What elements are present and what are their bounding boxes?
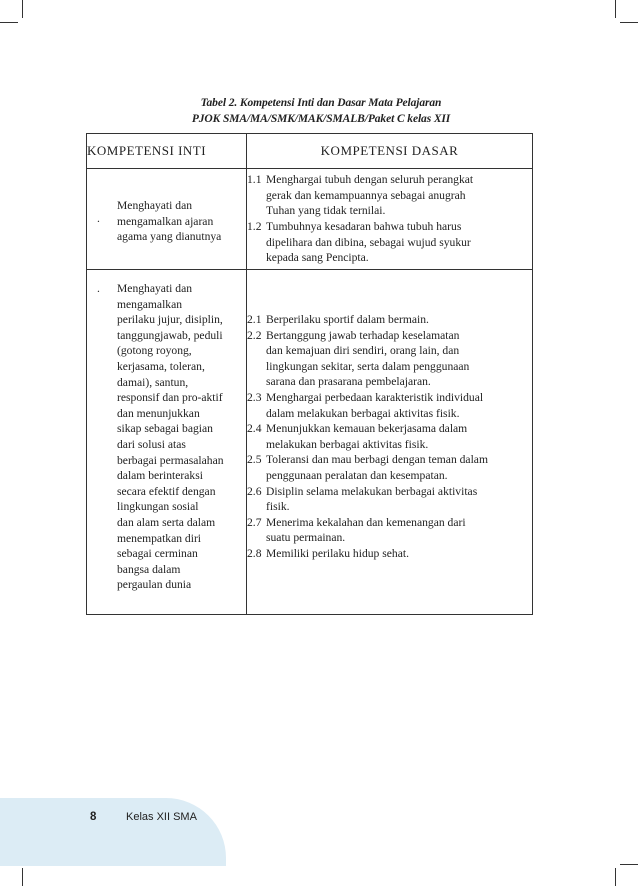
ki-line: sebagai cerminan [117,547,198,561]
kd-line: Berperilaku sportif dalam bermain. [266,313,429,326]
kd-item [247,390,532,421]
ki-line: Menghayati dan [117,199,193,213]
ki-cell [87,270,247,615]
crop-mark-top-left-v [22,0,23,18]
kd-cell [247,169,533,270]
kd-number: 2.6 [247,484,262,498]
ki-line: dan alam serta dalam [117,515,216,529]
kd-number: 1.1 [247,173,262,187]
crop-mark-top-right-h [620,22,638,23]
kd-number: 2.3 [247,390,262,404]
kd-item [247,421,532,452]
kd-number: 2.4 [247,422,262,436]
kd-line: Tuhan yang tidak ternilai. [266,204,386,218]
ki-line: bangsa dalam [117,562,181,576]
header-kompetensi-dasar: KOMPETENSI DASAR [247,134,533,169]
kd-line: melakukan berbagai aktivitas fisik. [266,437,429,451]
ki-line: agama yang dianutnya [117,230,222,244]
kd-item [247,484,532,515]
ki-line: tanggungjawab, peduli [117,328,223,342]
ki-number: . [97,212,100,225]
ki-line: responsif dan pro-aktif [117,391,223,405]
ki-line: dalam berinteraksi [117,469,203,483]
kd-line: kepada sang Pencipta. [266,251,369,265]
footer-tab-background [0,798,226,866]
ki-line: dan menunjukkan [117,406,200,420]
kd-item [247,328,532,390]
ki-line: berbagai permasalahan [117,453,224,467]
kd-line: dalam melakukan berbagai aktivitas fisik. [266,406,460,420]
page-number: 8 [90,811,97,823]
ki-line: perilaku jujur, disiplin, [117,313,223,327]
kd-line: Memiliki perilaku hidup sehat. [266,546,409,560]
kd-line: Bertanggung jawab terhadap keselamatan [266,328,460,342]
ki-number: . [97,282,100,295]
kd-item [247,546,532,562]
kd-line: Tumbuhnya kesadaran bahwa tubuh harus [266,220,462,233]
ki-text [87,270,246,593]
crop-mark-bottom-left-v [22,868,23,886]
ki-line: kerjasama, toleran, [117,359,205,373]
ki-line: sikap sebagai bagian [117,422,213,436]
kd-line: fisik. [266,500,290,514]
kd-item [247,172,532,219]
ki-line: dari solusi atas [117,437,186,451]
crop-mark-top-left-h [0,22,18,23]
table-row [87,169,533,270]
kd-line: penggunaan peralatan dan kesempatan. [266,468,448,482]
table-header-row [87,134,533,169]
table-caption-line-2: PJOK SMA/MA/SMK/MAK/SMALB/Paket C kelas XII [191,113,451,125]
header-kompetensi-inti: KOMPETENSI INTI [87,134,247,169]
table-caption-line-1: Tabel 2. Kompetensi Inti dan Dasar Mata Pelajaran [200,97,442,109]
kd-line: dipelihara dan dibina, sebagai wujud syukur [266,235,471,249]
ki-line: (gotong royong, [117,344,192,358]
kd-line: Disiplin selama melakukan berbagai aktivitas [266,484,478,498]
kd-cell [247,270,533,615]
kd-item [247,312,532,328]
kd-item [247,219,532,266]
crop-mark-top-right-v [615,0,616,18]
kd-line: Menghargai perbedaan karakteristik individual [266,390,484,404]
kd-number: 1.2 [247,220,262,233]
kd-number: 2.5 [247,453,262,467]
kd-line: dan kemajuan diri sendiri, orang lain, dan [266,344,460,358]
kd-line: suatu permainan. [266,531,346,545]
kd-number: 2.8 [247,546,262,560]
kd-line: gerak dan kemampuannya sebagai anugrah [266,188,466,202]
crop-mark-bottom-right-h [620,864,638,865]
crop-mark-bottom-right-v [615,868,616,886]
ki-line: mengamalkan [117,297,183,311]
kd-item [247,515,532,546]
kd-line: Menunjukkan kemauan bekerjasama dalam [266,422,468,436]
competency-table [86,133,533,615]
footer-book-label: Kelas XII SMA [126,811,197,823]
ki-line: menempatkan diri [117,531,202,545]
ki-text [87,193,246,245]
kd-number: 2.7 [247,515,262,529]
kd-number: 2.2 [247,328,262,342]
kd-line: Toleransi dan mau berbagi dengan teman dalam [266,453,488,467]
kd-item [247,452,532,483]
ki-line: lingkungan sosial [117,500,199,514]
kd-number: 2.1 [247,313,262,326]
ki-line: pergaulan dunia [117,578,192,592]
kd-line: lingkungan sekitar, serta dalam penggunaan [266,359,470,373]
kd-line: Menghargai tubuh dengan seluruh perangkat [266,173,474,187]
ki-cell [87,169,247,270]
ki-line: secara efektif dengan [117,484,216,498]
kd-line: sarana dan prasarana pembelajaran. [266,375,431,389]
ki-line: Menghayati dan [117,282,193,295]
ki-line: damai), santun, [117,375,189,389]
kd-line: Menerima kekalahan dan kemenangan dari [266,515,466,529]
ki-line: mengamalkan ajaran [117,214,214,228]
table-row [87,270,533,615]
